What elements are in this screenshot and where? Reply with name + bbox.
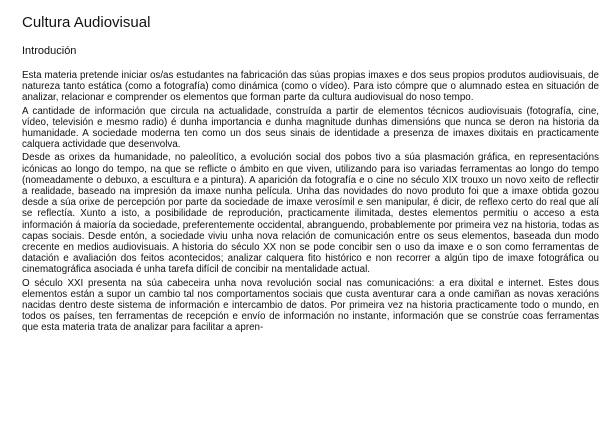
paragraph-digital-era: O século XXI presenta na súa cabeceira unha nova revolución social nas comunicacións: a era dixital e internet. Estes dous elementos están a supor un cambio tal nos comportamentos sociais que custa aventurar cara a onde camiñan as novas xeracións nacidas dentro deste sistema de información e intercambio de datos. Por primeira vez na historia practicamente todo o mundo, en todos os países, ten ferramentas de recepción e envío de información no instante, información que se constrúe coas ferramentas que esta materia trata de analizar para facilitar a apren-	[22, 277, 599, 334]
paragraph-intro: Esta materia pretende iniciar os/as estudantes na fabricación das súas propias imaxes e dos seus propios produtos audiovisuais, de natureza tanto estática (como a fotografía) como dinámica (como o vídeo). Para isto cómpre que o alumnado estea en situación de analizar, relacionar e comprender os elementos que forman parte da cultura audiovisual do noso tempo.	[22, 70, 599, 104]
document-title: Cultura Audiovisual	[22, 14, 151, 31]
paragraph-history: Desde as orixes da humanidade, no paleolítico, a evolución social dos pobos tivo a súa plasmación gráfica, en representacións icónicas ao longo do tempo, na que se reflicte o ámbito en que viven, utilizando para iso variadas ferramentas ao longo do tempo (nomeadamente o debuxo, a escultura e a pintura). A aparición da fotografía e o cine no século XIX trouxo un novo xeito de reflectir a realidade, baseado na impresión da imaxe nunha película. Unha das novidades do novo produto foi que a imaxe obtida gozou desde a súa orixe de percepción por parte da sociedade de imaxe verosímil e sen manipular, é dicir, de reflexo certo do real que alí se reflectía. Xunto a isto, a posibilidade de reprodución, practicamente ilimitada, destes elementos permitiu o acceso a esta información á maioría da sociedade, preferentemente occidental, abranguendo, probablemente por primeira vez na historia, todas as capas sociais. Desde entón, a sociedade viviu unha nova relación de comunicación entre os seus elementos, baseada dun modo crecente en medios audiovisuais. A historia do século XX non se pode concibir sen o uso da imaxe e o son como ferramentas de datación e avaliación dos feitos acontecidos; analizar calquera fito histórico e non recorrer a algún tipo de imaxe fotográfica ou cinematográfica asociada é unha tarefa difícil de concibir na mentalidade actual.	[22, 152, 599, 276]
paragraph-information: A cantidade de información que circula na actualidade, construída a partir de elementos técnicos audiovisuais (fotografía, cine, vídeo, televisión e mesmo radio) é dunha importancia e dunha magnitude dunhas dimensións que nunca se deron na historia da humanidade. A sociedade moderna ten como un dos seus sinais de identidade a presenza de imaxes dixitais en practicamente calquera actividade que desenvolva.	[22, 105, 599, 151]
section-title: Introdución	[22, 45, 77, 57]
